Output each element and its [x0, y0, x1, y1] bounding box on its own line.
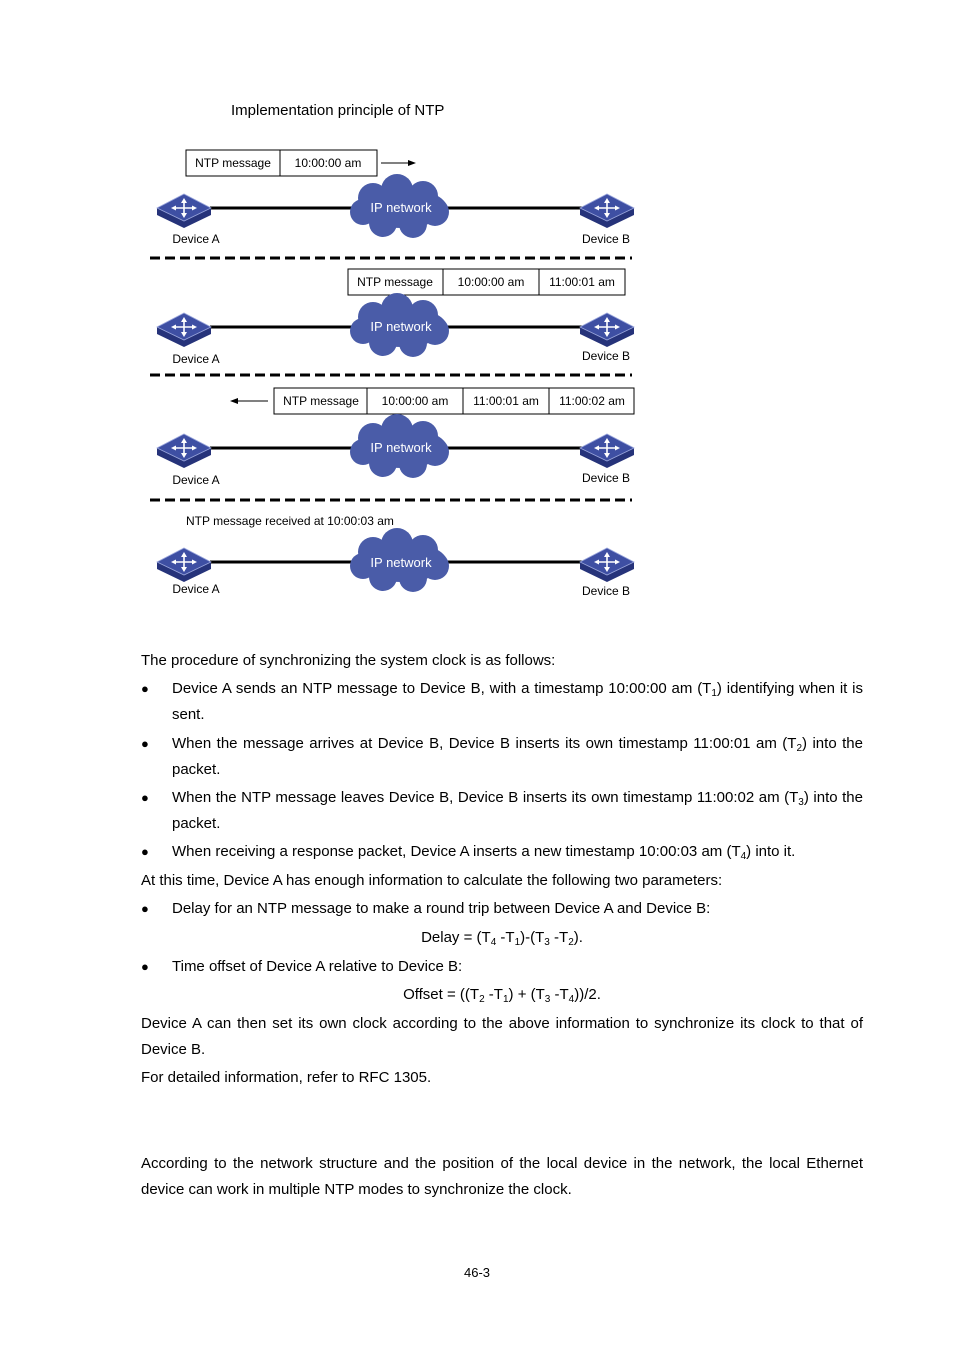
ip-network-label: IP network — [370, 555, 432, 570]
timestamp-t2: 11:00:01 am — [473, 394, 539, 408]
received-label: NTP message received at 10:00:03 am — [186, 514, 394, 528]
row-2 — [157, 269, 634, 366]
timestamp-t2: 11:00:01 am — [549, 275, 615, 289]
list-item — [141, 676, 863, 728]
ip-network-label: IP network — [370, 319, 432, 334]
switch-icon — [580, 548, 634, 582]
page-number: 46-3 — [463, 1265, 491, 1280]
list-item-text: When the message arrives at Device B, Device B inserts its own timestamp 11:00:01 am $(T_2)$ into the packet. — [172, 735, 863, 778]
list-item — [141, 731, 863, 783]
device-b-label: Device B — [581, 232, 631, 246]
list-item-text: Device A sends an NTP message to Device B, with a timestamp 10:00:00 am $(T_1)$ identifying when it is sent. — [172, 680, 864, 723]
ip-network-label: IP network — [370, 440, 432, 455]
bullet-icon: ● — [141, 959, 149, 974]
arrow-left-icon — [230, 398, 238, 404]
switch-icon — [580, 194, 634, 228]
list-item — [141, 785, 863, 837]
procedure-intro: The procedure of synchronizing the system clock is as follows: — [141, 652, 556, 669]
ntp-modes-paragraph: According to the network structure and the position of the local device in the network, the local Ethernet device can work in multiple NTP modes to synchronize the clock. — [141, 1155, 863, 1198]
device-a-label: Device A — [172, 352, 220, 366]
list-item-text: When receiving a response packet, Device A inserts a new timestamp 10:00:03 am $(T_4)$ into it. — [172, 843, 796, 862]
device-b-label: Device B — [581, 584, 631, 598]
device-a-label: Device A — [172, 232, 220, 246]
list-item-text: When the NTP message leaves Device B, Device B inserts its own timestamp 11:00:02 am $(T_3)$ into the packet. — [172, 789, 863, 832]
switch-icon — [580, 313, 634, 347]
list-item-text: Delay for an NTP message to make a round trip between Device A and Device B: — [172, 900, 711, 917]
device-a-label: Device A — [172, 582, 220, 596]
timestamp-t3: 11:00:02 am — [559, 394, 625, 408]
arrow-right-icon — [408, 160, 416, 166]
ip-network-label: IP network — [370, 200, 432, 215]
switch-icon — [157, 194, 211, 228]
ntp-message-label: NTP message — [357, 275, 433, 289]
device-b-label: Device B — [581, 349, 631, 363]
list-item — [141, 896, 863, 922]
list-item — [141, 839, 863, 865]
figure-caption: Implementation principle of NTP — [231, 102, 445, 119]
list-item-text: Time offset of Device A relative to Device B: — [172, 958, 463, 975]
ntp-message-label: NTP message — [195, 156, 271, 170]
switch-icon — [580, 434, 634, 468]
device-a-label: Device A — [172, 473, 220, 487]
row-3 — [157, 388, 634, 487]
switch-icon — [157, 313, 211, 347]
bullet-icon: ● — [141, 901, 149, 916]
bullet-icon: ● — [141, 790, 149, 805]
switch-icon — [157, 548, 211, 582]
timestamp-t1: 10:00:00 am — [381, 394, 449, 408]
rfc-reference: For detailed information, refer to RFC 1305. — [141, 1069, 432, 1086]
device-b-label: Device B — [581, 471, 631, 485]
conclusion-paragraph: Device A can then set its own clock according to the above information to synchronize its clock to that of Device B. — [141, 1015, 863, 1058]
timestamp-t1: 10:00:00 am — [457, 275, 525, 289]
row-4 — [157, 514, 634, 598]
bullet-icon: ● — [141, 681, 149, 696]
row-1 — [157, 150, 634, 246]
switch-icon — [157, 434, 211, 468]
bullet-icon: ● — [141, 736, 149, 751]
list-item — [141, 954, 863, 980]
ntp-diagram — [0, 0, 954, 620]
bullet-icon: ● — [141, 844, 149, 859]
delay-formula: Delay = ($T_4$ $-T_1)-(T_3$ $-T_2$). — [421, 929, 583, 948]
ntp-message-label: NTP message — [283, 394, 359, 408]
params-intro: At this time, Device A has enough information to calculate the following two parameters: — [141, 872, 723, 889]
timestamp-t1: 10:00:00 am — [294, 156, 362, 170]
offset-formula: Offset = (($T_2$ $-T_1) + (T_3$ $-T_4))/2$. — [403, 986, 601, 1005]
